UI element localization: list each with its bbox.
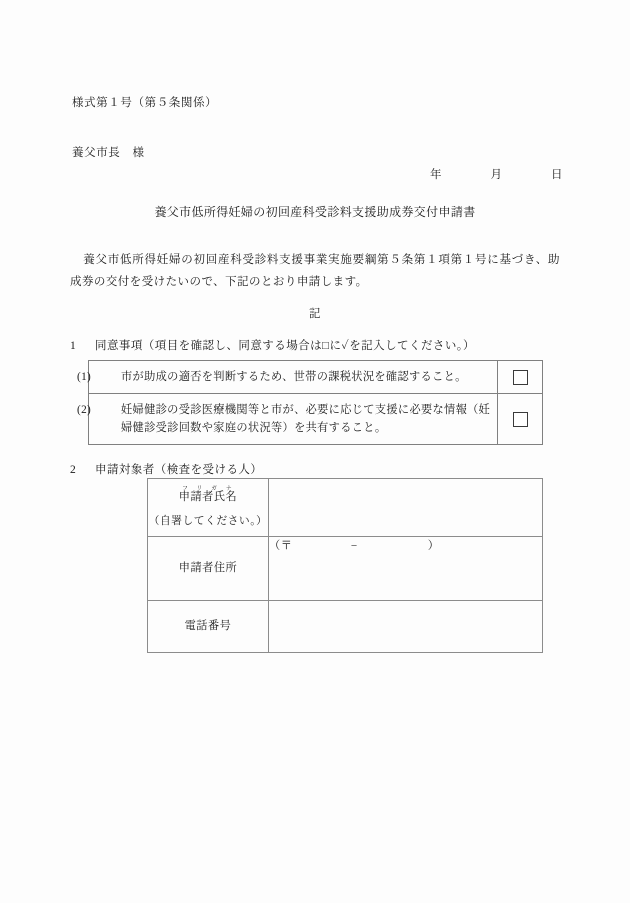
consent-item-1-body: 市が助成の適否を判断するため、世帯の課税状況を確認すること。 bbox=[121, 371, 467, 383]
applicant-name-label-text: 申請者氏名 bbox=[178, 491, 238, 503]
consent-items-table bbox=[77, 360, 543, 445]
section-2-heading bbox=[70, 461, 262, 477]
applicant-name-ruby bbox=[178, 486, 238, 503]
applicant-name-label-cell bbox=[148, 479, 269, 537]
applicant-name-input[interactable] bbox=[269, 479, 543, 537]
section-1-heading bbox=[70, 337, 475, 353]
consent-item-1-line bbox=[77, 368, 493, 386]
consent-item-2-checkbox-cell[interactable] bbox=[498, 394, 543, 445]
phone-number-label: 電話番号 bbox=[184, 620, 232, 633]
paragraph-text: 養父市低所得妊婦の初回産科受診料支援事業実施要綱第５条第１項第１号に基づき、助成券の交付を受けたいので、下記のとおり申請します。 bbox=[70, 254, 560, 289]
applicant-name-label bbox=[148, 486, 268, 506]
ki-mark: 記 bbox=[308, 308, 322, 320]
phone-number-input[interactable] bbox=[269, 601, 543, 653]
page-title: 養父市低所得妊婦の初回産科受診料支援助成券交付申請書 bbox=[154, 205, 476, 219]
section-1-label: 同意事項（項目を確認し、同意する場合は□に✓を記入してください。） bbox=[95, 340, 475, 352]
consent-item-1-marker: (1) bbox=[77, 371, 92, 383]
table-row bbox=[89, 394, 543, 445]
consent-item-2-marker: (2) bbox=[77, 404, 92, 417]
consent-item-2-line bbox=[77, 401, 493, 437]
phone-number-label-cell bbox=[148, 601, 269, 653]
consent-item-2-text bbox=[77, 394, 497, 444]
applicant-address-label: 申請者住所 bbox=[178, 562, 238, 575]
consent-item-1-text bbox=[77, 361, 497, 393]
table-row bbox=[148, 537, 543, 601]
consent-item-2-body: 妊婦健診の受診医療機関等と市が、必要に応じて支援に必要な情報（妊婦健診受診回数や家庭の状況等）を共有すること。 bbox=[121, 404, 491, 435]
checkbox-icon[interactable] bbox=[513, 412, 528, 427]
applicant-info-table bbox=[147, 478, 543, 653]
section-2-number: 2 bbox=[70, 464, 77, 476]
body-paragraph bbox=[70, 249, 560, 294]
addressee: 養父市長 様 bbox=[72, 147, 145, 159]
checkbox-icon[interactable] bbox=[513, 370, 528, 385]
consent-item-1-cell bbox=[77, 361, 498, 394]
table-row bbox=[148, 479, 543, 537]
table-row bbox=[148, 601, 543, 653]
section-2-label: 申請対象者（検査を受ける人） bbox=[95, 464, 263, 476]
furigana-ruby-text: フリガナ bbox=[178, 486, 238, 492]
applicant-name-sublabel: （自署してください。） bbox=[148, 514, 268, 527]
consent-item-2-cell bbox=[77, 394, 498, 445]
table-row bbox=[89, 361, 543, 394]
form-code: 様式第１号（第５条関係） bbox=[72, 97, 218, 109]
section-1-number: 1 bbox=[70, 340, 77, 352]
date-line[interactable]: 年 月 日 bbox=[430, 169, 564, 181]
consent-item-1-checkbox-cell[interactable] bbox=[498, 361, 543, 394]
applicant-address-input[interactable]: （〒 − ） bbox=[269, 537, 543, 601]
applicant-address-label-cell bbox=[148, 537, 269, 601]
